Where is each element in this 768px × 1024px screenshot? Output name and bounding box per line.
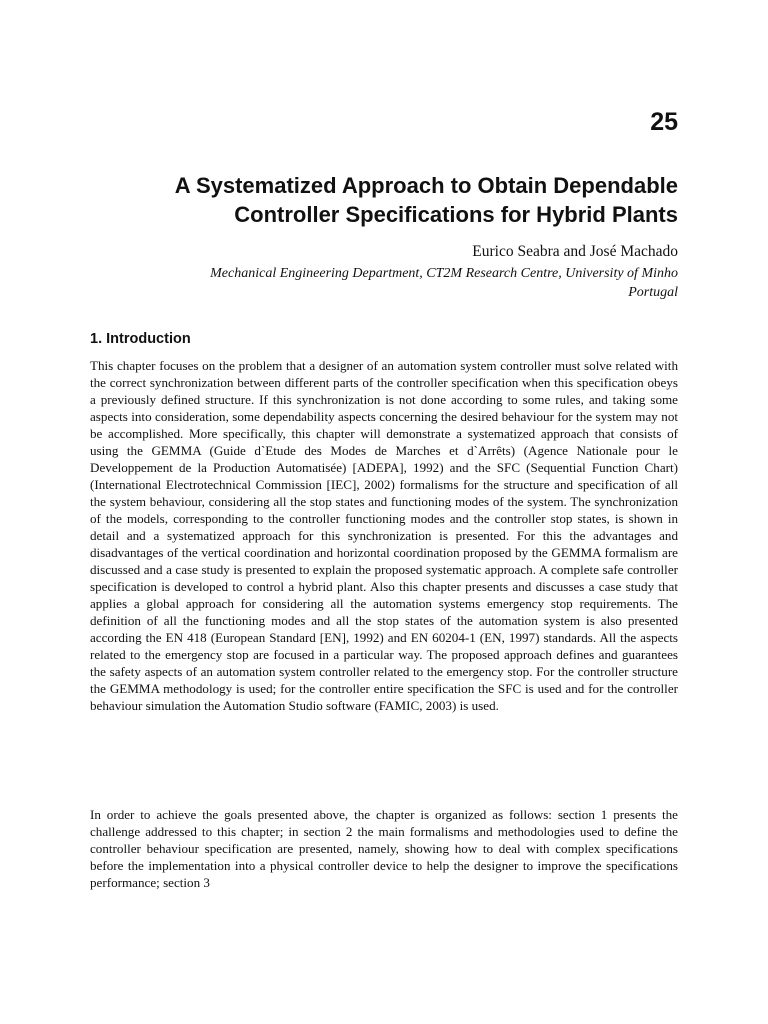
chapter-title-line-1: A Systematized Approach to Obtain Dependable	[174, 173, 678, 198]
affiliation-line-2: Portugal	[628, 285, 678, 300]
chapter-title-line-2: Controller Specifications for Hybrid Plants	[234, 202, 678, 227]
body-paragraph: This chapter focuses on the problem that a designer of an automation system controller must solve related with the correct synchronization between different parts of the controller specification when this specification obeys a previously defined structure. If this synchronization is not done according to some rules, and taking some aspects into consideration, some dependability aspects concerning the desired behaviour for the system may not be accomplished. More specifically, this chapter will demonstrate a systematized approach that consists of using the GEMMA (Guide d`Etude des Modes de Marches et d`Arrêts) (Agence Nationale pour le Developpement de la Production Automatisée) [ADEPA], 1992) and the SFC (Sequential Function Chart) (International Electrotechnical Commission [IEC], 2002) formalisms for the structure and specification of all the system behaviour, considering all the stop states and functioning modes of the system. The synchronization of the models, corresponding to the controller functioning modes and the controller stop states, is shown in detail and a systematized approach for this synchronization is presented. For this the advantages and disadvantages of the vertical coordination and horizontal coordination proposed by the GEMMA formalism are discussed and a case study is presented to explain the proposed systematic approach. A complete safe controller specification is developed to control a hybrid plant. Also this chapter presents and discusses a case study that applies a global approach for considering all the automation systems emergency stop requirements. The definition of all the functioning modes and all the stop states of the automation system is also presented according the EN 418 (European Standard [EN], 1992) and EN 60204-1 (EN, 1997) standards. All the aspects related to the emergency stop are focused in a particular way. The proposed approach defines and guarantees the safety aspects of an automation system controller related to the emergency stop. For the controller structure the GEMMA methodology is used; for the controller entire specification the SFC is used and for the controller behaviour simulation the Automation Studio software (FAMIC, 2003) is used.	[90, 358, 678, 713]
affiliation	[90, 264, 678, 302]
chapter-title	[90, 171, 678, 229]
authors: Eurico Seabra and José Machado	[472, 243, 678, 260]
section-heading: 1. Introduction	[90, 331, 191, 347]
affiliation-line-1: Mechanical Engineering Department, CT2M Research Centre, University of Minho	[210, 266, 678, 281]
body-paragraph: In order to achieve the goals presented above, the chapter is organized as follows: section 1 presents the challenge addressed to this chapter; in section 2 the main formalisms and methodologies used to define the controller behaviour specification are presented, namely, showing how to deal with complex specifications before the implementation into a physical controller device to help the designer to improve the specifications performance; section 3	[90, 807, 678, 890]
document-page	[90, 0, 678, 1024]
chapter-number: 25	[650, 108, 678, 136]
